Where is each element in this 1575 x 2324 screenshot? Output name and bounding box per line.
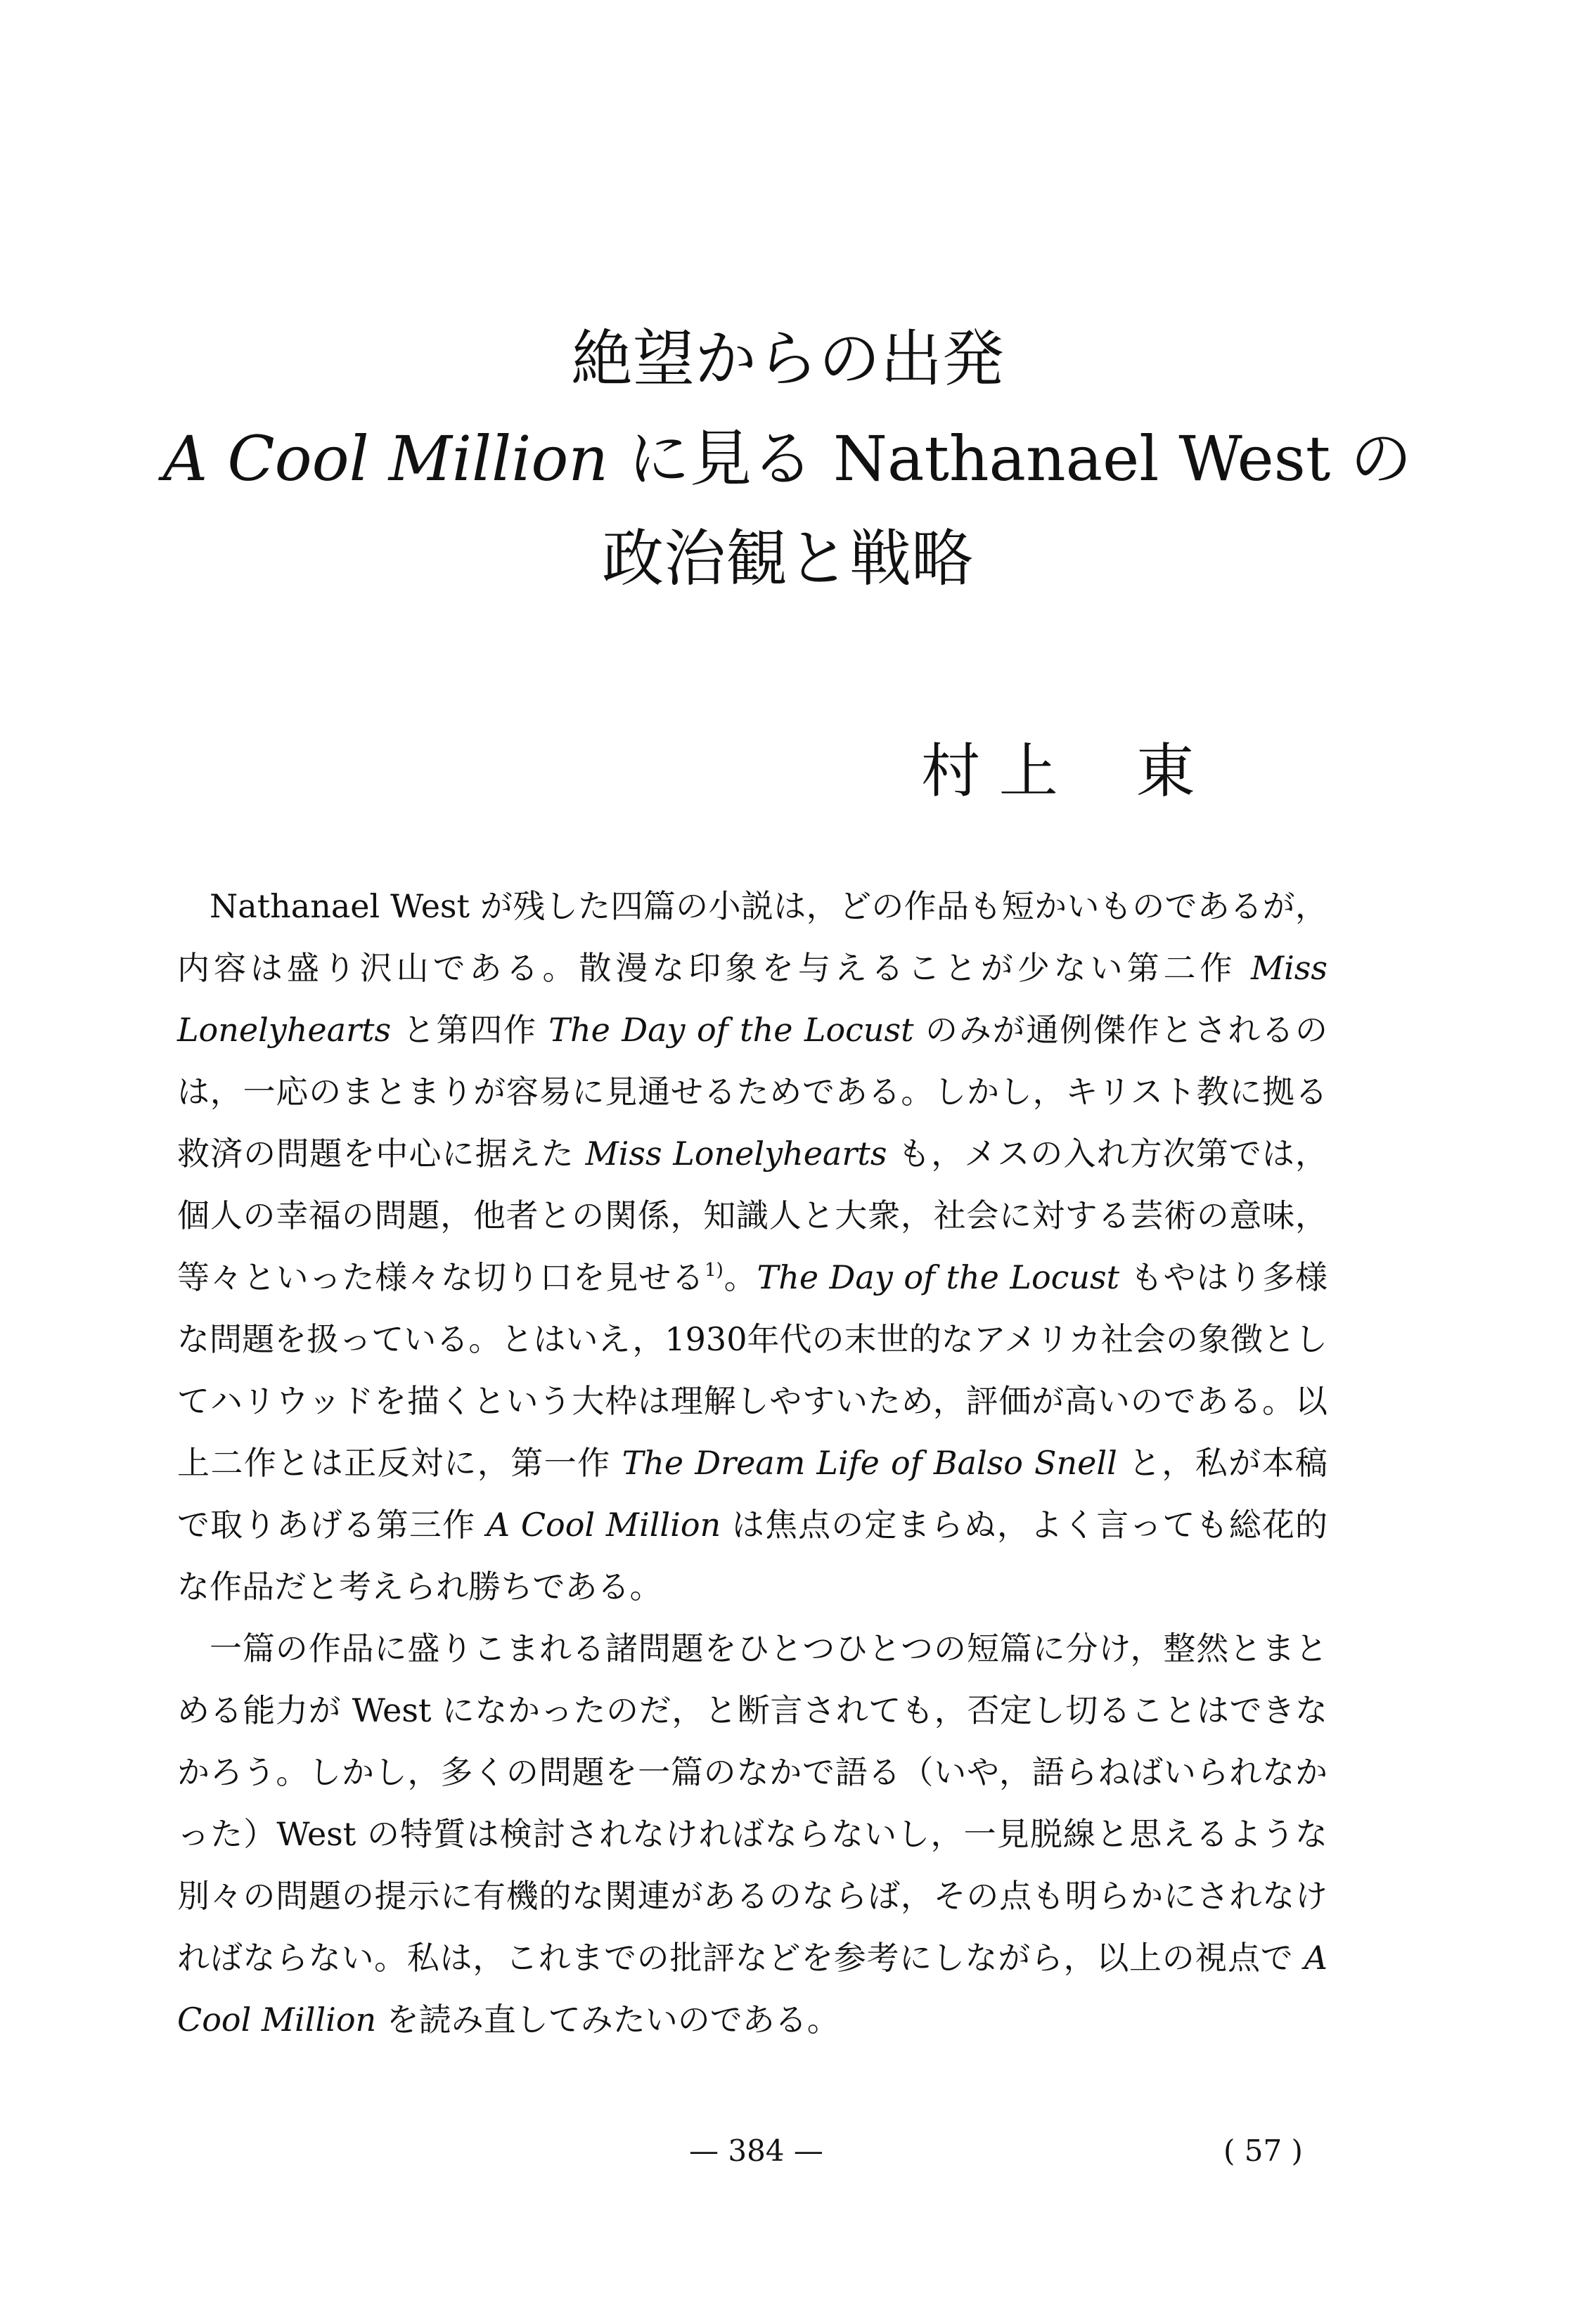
title-line-2 — [0, 409, 1575, 509]
title-line-3: 政治観と戦略 — [601, 522, 973, 595]
text-run: と第四作 — [391, 1011, 549, 1049]
text-run: を読み直してみたいのである。 — [376, 2001, 840, 2039]
work-title: The Day of the Locust — [548, 1011, 914, 1049]
work-title: A Cool Million — [486, 1506, 721, 1544]
section-number: ( 57 ) — [1223, 2133, 1303, 2168]
work-title: Miss Lonelyhearts — [585, 1135, 887, 1173]
text-run: 一篇の作品に盛りこまれる諸問題をひとつひとつの短篇に分け，整然とまとめる能力が West になかったのだ，と断言されても，否定し切ることはできなかろう。しかし，多くの問題を一篇のなかで語る（いや，語らねばいられなかった）West の特質は検討されなければならないし，一見脱線と思えるような別々の問題の提示に有機的な関連があるのならば，その点も明らかにされなければならない。私は，これまでの批評などを参考にしながら，以上の視点で — [177, 1629, 1328, 1977]
work-title: A Cool Million — [177, 1939, 1328, 2039]
footnote-ref: 1) — [705, 1260, 724, 1281]
text-run: も，メスの入れ方次第では，個人の幸福の問題，他者との関係，知識人と大衆，社会に対する芸術の意味，等々といった様々な切り口を見せる — [177, 1135, 1328, 1296]
title-line-1: 絶望からの出発 — [570, 323, 1004, 395]
work-title: The Dream Life of Balso Snell — [622, 1444, 1117, 1482]
article-title — [0, 309, 1575, 609]
author-name: 村 上 東 — [921, 737, 1195, 806]
text-run: Nathanael West が残した四篇の小説は，どの作品も短かいものであるが，内容は盛り沢山である。散漫な印象を与えることが少ない第二作 — [177, 887, 1328, 987]
title-work-name: A Cool Million — [162, 422, 609, 495]
paragraph-2 — [177, 1618, 1328, 2051]
text-run: と，私が本稿で取りあげる第三作 — [177, 1444, 1328, 1544]
text-run: 。 — [723, 1258, 757, 1296]
work-title: Miss Lonelyhearts — [177, 949, 1328, 1049]
text-run: は焦点の定まらぬ，よく言っても総花的な作品だと考えられ勝ちである。 — [177, 1506, 1328, 1606]
text-run: のみが通例傑作とされるのは，一応のまとまりが容易に見通せるためである。しかし，キリスト教に拠る救済の問題を中心に据えた — [177, 1011, 1328, 1173]
title-line-2-rest: に見る Nathanael West の — [608, 422, 1413, 495]
paragraph-1 — [177, 875, 1328, 1618]
page-number: — 384 — — [689, 2133, 823, 2168]
text-run: もやはり多様な問題を扱っている。とはいえ，1930年代の末世的なアメリカ社会の象徴としてハリウッドを描くという大枠は理解しやすいため，評価が高いのである。以上二作とは正反対に，第一作 — [177, 1258, 1328, 1482]
body-text — [177, 875, 1328, 2051]
work-title: The Day of the Locust — [757, 1258, 1120, 1296]
